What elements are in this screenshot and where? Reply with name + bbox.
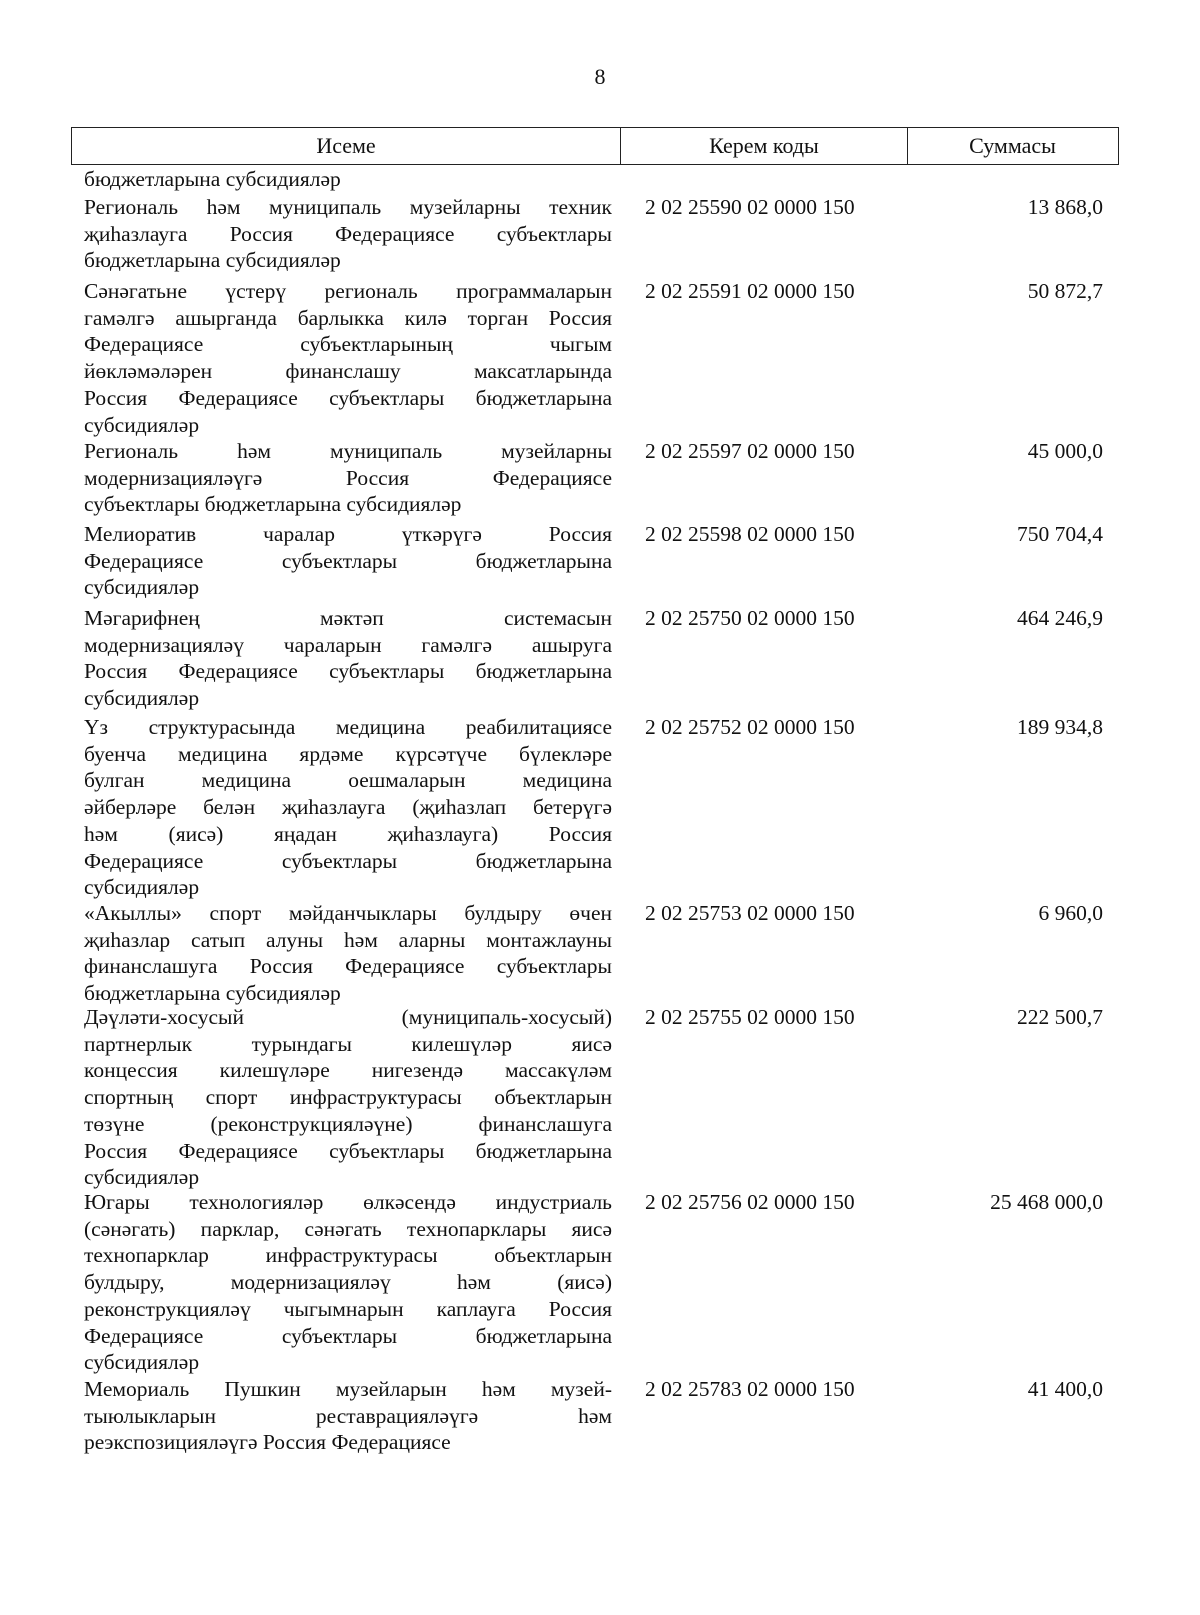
row-name-line: Дәүләти-хосусый (муниципаль-хосусый) — [84, 1005, 612, 1029]
row-name-line: субсидияләр — [84, 1165, 200, 1190]
row-name-line: субсидияләр — [84, 686, 200, 711]
row-name-line: булган медицина оешмаларын медицина — [84, 768, 612, 793]
row-sum: 189 934,8 — [1017, 715, 1103, 739]
row-name-line: Мелиоратив чаралар үткәрүгә Россия — [84, 522, 612, 546]
row-code: 2 02 25753 02 0000 150 — [645, 901, 855, 925]
row-name-line: (сәнәгать) парклар, сәнәгать технопарклары яисә — [84, 1216, 612, 1241]
row-name-line: модернизацияләүгә Россия Федерациясе — [84, 465, 612, 490]
row-name-line: Сәнәгатьне үстерү региональ программаларын — [84, 279, 612, 303]
row-sum: 6 960,0 — [1038, 901, 1103, 925]
row-name-line: «Акыллы» спорт мәйданчыклары булдыру өчен — [84, 901, 612, 925]
row-name-line: реконструкцияләү чыгымнарын каплауга Россия — [84, 1296, 612, 1321]
row-name — [84, 521, 612, 601]
row-name-line: технопарклар инфраструктурасы объектларын — [84, 1243, 612, 1268]
row-sum: 13 868,0 — [1027, 195, 1103, 219]
row-name — [84, 438, 612, 518]
row-name-line: партнерлык турындагы килешүләр яисә — [84, 1031, 612, 1056]
row-name-line: субъектлары бюджетларына субсидияләр — [84, 492, 462, 517]
row-name-line: Региональ һәм муниципаль музейларны — [84, 439, 612, 463]
column-header-sum: Суммасы — [907, 128, 1117, 164]
row-name-line: җиһазлауга Россия Федерациясе субъектлары — [84, 221, 612, 246]
row-name-line: Федерациясе субъектлары бюджетларына — [84, 548, 612, 573]
continuation-text: бюджетларына субсидияләр — [84, 167, 341, 191]
row-name-line: Россия Федерациясе субъектлары бюджетларына — [84, 1138, 612, 1163]
row-name-line: Федерациясе субъектларының чыгым — [84, 332, 612, 357]
column-header-code: Керем коды — [620, 128, 907, 164]
row-name-line: реэкспозицияләүгә Россия Федерациясе — [84, 1430, 451, 1455]
row-name-line: гамәлгә ашырганда барлыкка килә торган Россия — [84, 305, 612, 330]
page-number: 8 — [594, 64, 606, 89]
row-name-line: концессия килешүләре нигезендә массакүләм — [84, 1058, 612, 1083]
row-code: 2 02 25750 02 0000 150 — [645, 606, 855, 630]
row-name-line: әйберләре белән җиһазлауга (җиһазлап бетерүгә — [84, 795, 612, 820]
row-name-line: субсидияләр — [84, 575, 200, 600]
row-name-line: субсидияләр — [84, 412, 200, 437]
row-sum: 222 500,7 — [1017, 1005, 1103, 1029]
row-sum: 750 704,4 — [1017, 522, 1103, 546]
row-code: 2 02 25591 02 0000 150 — [645, 279, 855, 303]
row-name — [84, 194, 612, 274]
row-name-line: җиһазлар сатып алуны һәм аларны монтажлауны — [84, 927, 612, 952]
row-sum: 41 400,0 — [1027, 1377, 1103, 1401]
row-name-line: Федерациясе субъектлары бюджетларына — [84, 848, 612, 873]
row-name-line: субсидияләр — [84, 1350, 200, 1375]
table-header — [71, 127, 1119, 165]
row-name — [84, 1189, 612, 1376]
row-code: 2 02 25590 02 0000 150 — [645, 195, 855, 219]
row-name-line: Мәгарифнең мәктәп системасын — [84, 606, 612, 630]
row-name-line: Россия Федерациясе субъектлары бюджетларына — [84, 659, 612, 684]
row-name-line: Югары технологияләр өлкәсендә индустриаль — [84, 1190, 612, 1214]
row-sum: 50 872,7 — [1027, 279, 1103, 303]
row-name — [84, 1376, 612, 1456]
row-name-line: субсидияләр — [84, 875, 200, 900]
row-name-line: Региональ һәм муниципаль музейларны техник — [84, 195, 612, 219]
row-name-line: Үз структурасында медицина реабилитациясе — [84, 715, 612, 739]
row-code: 2 02 25756 02 0000 150 — [645, 1190, 855, 1214]
row-name-line: тыюлыкларын реставрацияләүгә һәм — [84, 1403, 612, 1428]
row-name — [84, 605, 612, 712]
row-name — [84, 900, 612, 1007]
row-code: 2 02 25755 02 0000 150 — [645, 1005, 855, 1029]
row-code: 2 02 25598 02 0000 150 — [645, 522, 855, 546]
row-code: 2 02 25783 02 0000 150 — [645, 1377, 855, 1401]
row-name — [84, 278, 612, 438]
row-name — [84, 714, 612, 901]
row-name-line: булдыру, модернизацияләү һәм (яисә) — [84, 1270, 612, 1295]
row-sum: 464 246,9 — [1017, 606, 1103, 630]
row-code: 2 02 25597 02 0000 150 — [645, 439, 855, 463]
row-name-line: бюджетларына субсидияләр — [84, 248, 341, 273]
row-sum: 25 468 000,0 — [990, 1190, 1103, 1214]
row-name-line: спортның спорт инфраструктурасы объектларын — [84, 1085, 612, 1110]
row-code: 2 02 25752 02 0000 150 — [645, 715, 855, 739]
row-sum: 45 000,0 — [1027, 439, 1103, 463]
row-name-line: Россия Федерациясе субъектлары бюджетларына — [84, 385, 612, 410]
row-name-line: бюджетларына субсидияләр — [84, 981, 341, 1006]
row-name-line: төзүне (реконструкцияләүне) финанслашуга — [84, 1111, 612, 1136]
column-header-name: Исеме — [316, 133, 376, 158]
row-name-line: Федерациясе субъектлары бюджетларына — [84, 1323, 612, 1348]
row-name-line: Мемориаль Пушкин музейларын һәм музей- — [84, 1377, 612, 1401]
row-name-line: финанслашуга Россия Федерациясе субъектлары — [84, 954, 612, 979]
row-name-line: йөкләмәләрен финанслашу максатларында — [84, 359, 612, 384]
row-name — [84, 1004, 612, 1191]
row-name-line: модернизацияләү чараларын гамәлгә ашыруга — [84, 632, 612, 657]
row-name-line: һәм (яисә) яңадан җиһазлауга) Россия — [84, 821, 612, 846]
row-name-line: буенча медицина ярдәме күрсәтүче бүлекләре — [84, 741, 612, 766]
